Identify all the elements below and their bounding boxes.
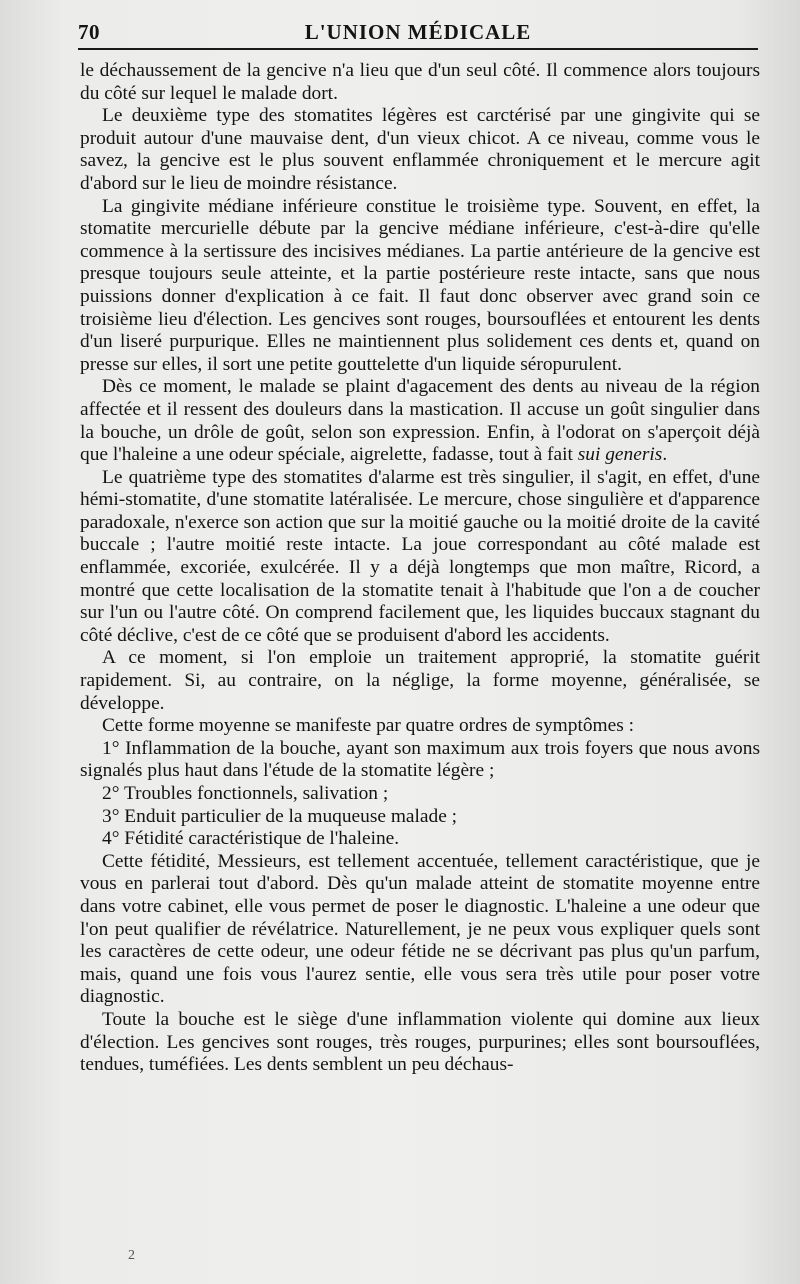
- body-text: [80, 60, 760, 1077]
- symptom-item: 1° Inflammation de la bouche, ayant son maximum aux trois foyers que nous avons signalés plus haut dans l'étude de la stomatite légère ;: [80, 737, 760, 782]
- paragraph: A ce moment, si l'on emploie un traitement approprié, la stomatite guérit rapidement. Si, au contraire, on la néglige, la forme moyenne, généralisée, se développe.: [80, 647, 760, 714]
- symptom-item: 3° Enduit particulier de la muqueuse malade ;: [102, 805, 458, 827]
- paragraph: Toute la bouche est le siège d'une inflammation violente qui domine aux lieux d'élection. Les gencives sont rouges, très rouges, purpurines; elles sont boursouflées, tendues, tuméfiées. Les dents semblent un peu déchaus-: [80, 1008, 760, 1076]
- paragraph-with-latin: [80, 376, 760, 466]
- paragraph: Cette fétidité, Messieurs, est tellement accentuée, tellement caractéristique, que je vous en parlerai tout d'abord. Dès qu'un malade atteint de stomatite moyenne entre dans votre cabinet, elle vous permet de poser le diagnostic. L'haleine a une odeur que l'on peut qualifier de révélatrice. Naturellement, je ne peux vous expliquer quels sont les caractères de cette odeur, une odeur fétide ne se décrivant pas plus qu'un parfum, mais, quand une fois vous l'aurez sentie, elle vous sera très utile pour poser votre diagnostic.: [80, 850, 760, 1008]
- symptom-item: 4° Fétidité caractéristique de l'haleine.: [102, 828, 400, 850]
- paragraph: La gingivite médiane inférieure constitue le troisième type. Souvent, en effet, la stomatite mercurielle débute par la gencive médiane inférieure, c'est-à-dire qu'elle commence à la sertissure des incisives médianes. La partie antérieure de la gencive est presque toujours seule atteinte, et la partie postérieure reste intacte, sans que nous puissions donner d'explication à ce fait. Il faut donc observer avec grand soin ce troisième lieu d'élection. Les gencives sont rouges, boursouflées et entourent les dents d'un liseré purpurique. Elles ne maintiennent plus solidement ces dents et, quand on presse sur elles, il sort une petite gouttelette d'un liquide séropurulent.: [80, 195, 760, 375]
- latin-tail: .: [662, 444, 668, 466]
- page-header: [78, 18, 758, 52]
- page-number: 70: [78, 20, 100, 44]
- paragraph: le déchaussement de la gencive n'a lieu que d'un seul côté. Il commence alors toujours du côté sur lequel le malade dort.: [80, 60, 760, 104]
- paragraph-text: Dès ce moment, le malade se plaint d'agacement des dents au niveau de la région affectée et il ressent des douleurs dans la mastication. Il accuse un goût singulier dans la bouche, un drôle de goût, selon son expression. Enfin, à l'odorat on s'aperçoit déjà que l'haleine a une odeur spéciale, aigrelette, fadasse, tout à fait: [80, 376, 760, 466]
- page-footer: [78, 1248, 758, 1270]
- running-title: L'UNION MÉDICALE: [304, 20, 532, 44]
- latin-phrase: sui generis: [577, 444, 663, 466]
- symptom-item: 2° Troubles fonctionnels, salivation ;: [102, 783, 389, 804]
- paragraph: Le quatrième type des stomatites d'alarme est très singulier, il s'agit, en effet, d'une hémi-stomatite, d'une stomatite latéralisée. Le mercure, chose singulière et d'apparence paradoxale, n'exerce son action que sur la moitié gauche ou la moitié droite de la cavité buccale ; l'autre moitié reste intacte. La joue correspondant au côté malade est enflammée, excoriée, exulcérée. Il y a déjà longtemps que mon maître, Ricord, a montré que cette localisation de la stomatite tenait à l'habitude que l'on a de coucher sur l'un ou l'autre côté. On comprend facilement que, les liquides buccaux stagnant du côté déclive, c'est de ce côté que se produisent d'abord les accidents.: [80, 466, 760, 646]
- header-rule: [78, 48, 758, 50]
- paragraph: Le deuxième type des stomatites légères est carctérisé par une gingivite qui se produit autour d'une mauvaise dent, d'un vieux chicot. A ce niveau, comme vous le savez, la gencive est le plus souvent enflammée chroniquement et le mercure agit d'abord sur le lieu de moindre résistance.: [80, 105, 760, 194]
- signature-mark: 2: [128, 1248, 135, 1263]
- paragraph: Cette forme moyenne se manifeste par quatre ordres de symptômes :: [102, 715, 634, 737]
